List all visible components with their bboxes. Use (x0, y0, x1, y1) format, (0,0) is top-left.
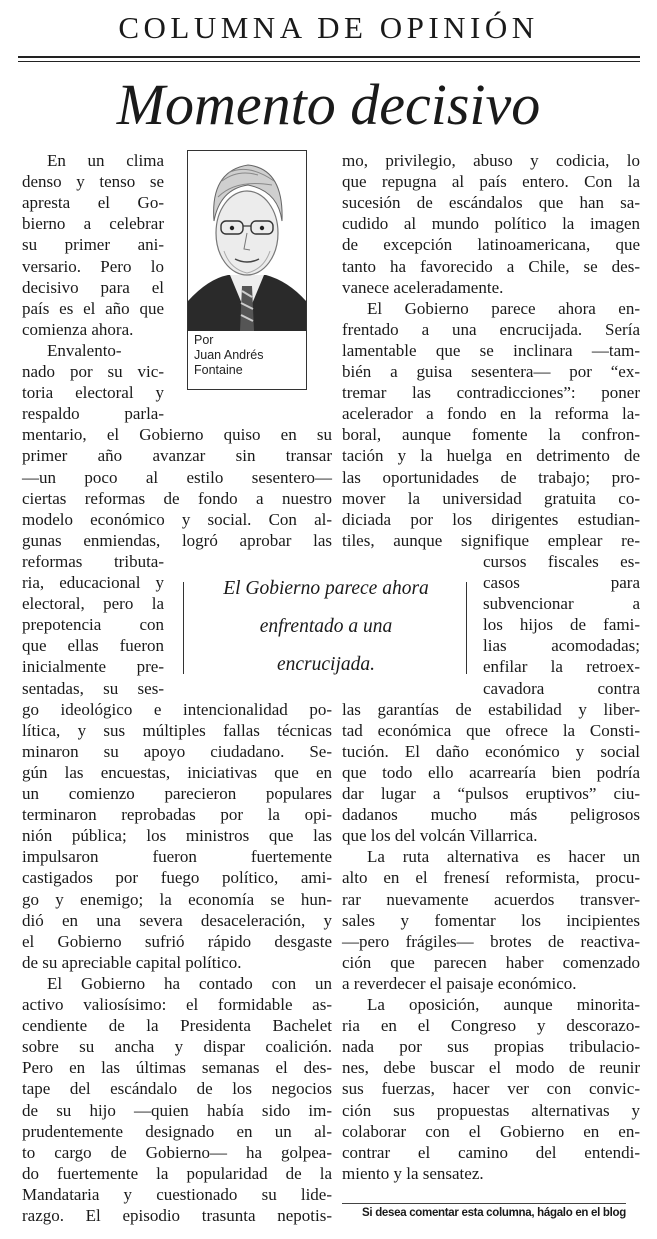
left-column-line: go ideológico e intencionalidad po- (22, 699, 332, 719)
right-column-line: ria en el Congreso y descorazo- (342, 1016, 640, 1036)
left-column-line: razgo. El episodio trasunta nepotis- (22, 1206, 332, 1225)
left-column-line: impulsaron fueron fuertemente (22, 847, 332, 867)
right-column-line: contrar el camino del entendi- (342, 1142, 640, 1162)
left-column-line: apresta el Go- (22, 193, 164, 213)
right-column-line: La oposición, aunque minorita- (367, 995, 640, 1014)
right-column-line: tad económica que ofrece la Consti- (342, 720, 640, 740)
pull-quote-line: enfrentado a una (259, 616, 393, 637)
right-column-line: cursos fiscales es- (483, 551, 640, 571)
pull-quote-line: encrucijada. (276, 654, 375, 675)
left-column-line: cendiente de la Presidenta Bachelet (22, 1016, 332, 1036)
left-column-line: versario. Pero lo (22, 256, 164, 276)
left-column-line: sentadas, su ses- (22, 678, 164, 698)
left-column-line: reformas tributa- (22, 551, 164, 571)
left-column-line: dió en una severa desaceleración, y (22, 910, 332, 930)
left-column-line: sobre su ancha y dispar coalición. (22, 1037, 332, 1057)
right-column-line: miento y la sensatez. (342, 1163, 484, 1183)
right-column-line: lias acomodadas; (483, 636, 640, 656)
left-column-line: prepotencia con (22, 615, 164, 635)
right-column-line: lamentable que se inclinara —tam- (342, 340, 640, 360)
left-column-line: do fuertemente la popularidad de la (22, 1163, 332, 1183)
left-column-line: En un clima (47, 151, 164, 170)
right-column-line: bién a guisa sesentera— por “ex- (342, 362, 640, 381)
right-column-line: cavadora contra (483, 678, 640, 698)
left-column-line: comienza ahora. (22, 319, 134, 339)
right-column-line: rar nuevamente acuerdos transver- (342, 889, 640, 909)
right-column-line: nes, debe buscar el modo de reunir (342, 1058, 640, 1078)
right-column-line: alto en el frenesí reformista, procu- (342, 868, 640, 888)
left-column-line: activo valiosísimo: el formidable as- (22, 995, 332, 1014)
author-byline (194, 333, 264, 378)
left-column-line: El Gobierno ha contado con un (47, 973, 332, 993)
right-column-line: vanece aceleradamente. (342, 277, 504, 297)
right-column-line: boral, aunque fomente la confron- (342, 425, 640, 445)
right-column-line: dadanos mucho más peligrosos (342, 805, 640, 825)
left-column-line: mentario, el Gobierno quiso en su (22, 425, 332, 445)
right-column-line: subvencionar a (483, 594, 640, 614)
right-column-line: que repugna al país entero. Con la (342, 172, 640, 192)
right-column-line: las oportunidades de trabajo; pro- (342, 467, 640, 487)
left-column-line: gún las encuestas, iniciativas que en (22, 762, 332, 782)
byline-prefix: Por (194, 333, 214, 347)
left-column-line: gunas enmiendas, logró aprobar las (22, 530, 332, 550)
left-column-line: Envalento- (47, 340, 122, 360)
left-column-line: modelo económico y social. Con al- (22, 509, 332, 529)
right-column-line: tución. El daño económico y social (342, 741, 640, 761)
right-column-line: tremar las contradicciones”: poner (342, 383, 640, 403)
right-column-line: casos para (483, 573, 640, 592)
right-column-line: dar lugar a “pulsos eruptivos” ciu- (342, 784, 640, 803)
pull-quote-line: El Gobierno parece ahora (223, 578, 429, 599)
header-rule-top (18, 56, 640, 58)
right-column-line: mover la universidad gratuita co- (342, 488, 640, 508)
left-column-line: prudentemente designado en un al- (22, 1121, 332, 1141)
left-column-line: respaldo parla- (22, 404, 164, 424)
right-column-line: El Gobierno parece ahora en- (367, 298, 640, 318)
right-column-line: ción que parecen haber comenzado (342, 952, 640, 972)
right-column-line: frentado a una encrucijada. Sería (342, 319, 640, 339)
author-portrait (187, 150, 307, 390)
author-portrait-illustration (188, 151, 306, 331)
left-column-line: minaron su apoyo ciudadano. Se- (22, 741, 332, 761)
right-column-line: ción sus propuestas alternativas y (342, 1100, 640, 1120)
left-column-line: de su apreciable capital político. (22, 952, 242, 972)
left-column-line: ciertas reformas de fondo a nuestro (22, 488, 332, 508)
author-name-last: Fontaine (194, 363, 243, 377)
left-column-line: tape del escándalo de los negocios (22, 1079, 332, 1099)
author-name-first: Juan Andrés (194, 348, 264, 362)
right-column-line: colaborar con el Gobierno en en- (342, 1121, 640, 1141)
right-column-line: mo, privilegio, abuso y codicia, lo (342, 151, 640, 170)
left-column-line: su primer ani- (22, 235, 164, 255)
left-column-line: toria electoral y (22, 383, 164, 403)
left-column-line: ria, educacional y (22, 573, 164, 592)
right-column-line: tanto ha favorecido a Chile, se des- (342, 256, 640, 276)
blog-comment-note[interactable]: Si desea comentar esta columna, hágalo en el blog (362, 1207, 626, 1219)
right-column-line: a reverdecer el paisaje económico. (342, 973, 577, 993)
pull-quote (185, 570, 467, 705)
right-column-line: sus fuerzas, hacer ver con convic- (342, 1079, 640, 1099)
right-column-line: acelerador a fondo en la reforma la- (342, 404, 640, 424)
right-column-line: La ruta alternativa es hacer un (367, 847, 640, 867)
left-column-line: que ellas fueron (22, 636, 164, 656)
headline: Momento decisivo (116, 72, 541, 137)
right-column-line: enfilar la retroex- (483, 657, 640, 677)
right-column-line: de excepción latinoamericana, que (342, 235, 640, 255)
left-column-line: decisivo para el (22, 277, 164, 297)
left-column-line: denso y tenso se (22, 172, 164, 192)
left-column-line: —un poco al estilo sesentero— (22, 467, 332, 487)
left-column-line: castigados por fuego político, ami- (22, 868, 332, 888)
left-column-line: bierno a celebrar (22, 214, 164, 234)
right-column-line: sales y fomentar los incipientes (342, 910, 640, 930)
right-column-line: —pero frágiles— brotes de reactiva- (342, 931, 640, 951)
left-column-line: un comienzo parecieron populares (22, 784, 332, 803)
footer-rule (342, 1203, 626, 1204)
header-rule-bottom (18, 61, 640, 62)
right-column-line: las garantías de estabilidad y liber- (342, 699, 640, 719)
section-label: COLUMNA DE OPINIÓN (118, 10, 539, 45)
pull-quote-bar-left (183, 582, 184, 674)
right-column-line: sucesión de escándalos que han sa- (342, 193, 640, 213)
left-column-line: go y enemigo; la economía se hun- (22, 889, 332, 909)
right-column-line: los hijos de fami- (483, 615, 640, 635)
left-column-line: lítica, y sus múltiples fallas técnicas (22, 720, 332, 740)
left-column-line: inicialmente pre- (22, 657, 164, 677)
left-column-line: nado por su vic- (22, 362, 164, 381)
right-column-line: cudido al mundo político la imagen (342, 214, 640, 234)
left-column-line: to cargo de Gobierno— ha golpea- (22, 1142, 332, 1162)
left-column-line: Pero en las últimas semanas el des- (22, 1058, 332, 1078)
left-column-line: electoral, pero la (22, 594, 164, 614)
left-column-line: el Gobierno sufrió rápido desgaste (22, 931, 332, 951)
left-column-line: primer año avanzar sin transar (22, 446, 332, 466)
left-column-line: país es el año que (22, 298, 164, 318)
right-column-line: tación y la huelga en detrimento de (342, 446, 640, 466)
right-column-line: nada por sus propias tribulacio- (342, 1037, 640, 1057)
right-column-line: que todo ello acarrearía bien podría (342, 762, 640, 782)
left-column-line: de su hijo —quien había sido im- (22, 1100, 332, 1120)
left-column-line: Mandataria y cuestionado su lide- (22, 1184, 332, 1204)
left-column-line: terminaron reprobadas por la opi- (22, 805, 332, 825)
right-column-line: diciada por los dirigentes estudian- (342, 509, 640, 529)
right-column-line: que los del volcán Villarrica. (342, 826, 538, 846)
right-column-line: tiles, aunque signifique emplear re- (342, 530, 640, 550)
left-column-line: nión pública; los ministros que las (22, 826, 332, 846)
